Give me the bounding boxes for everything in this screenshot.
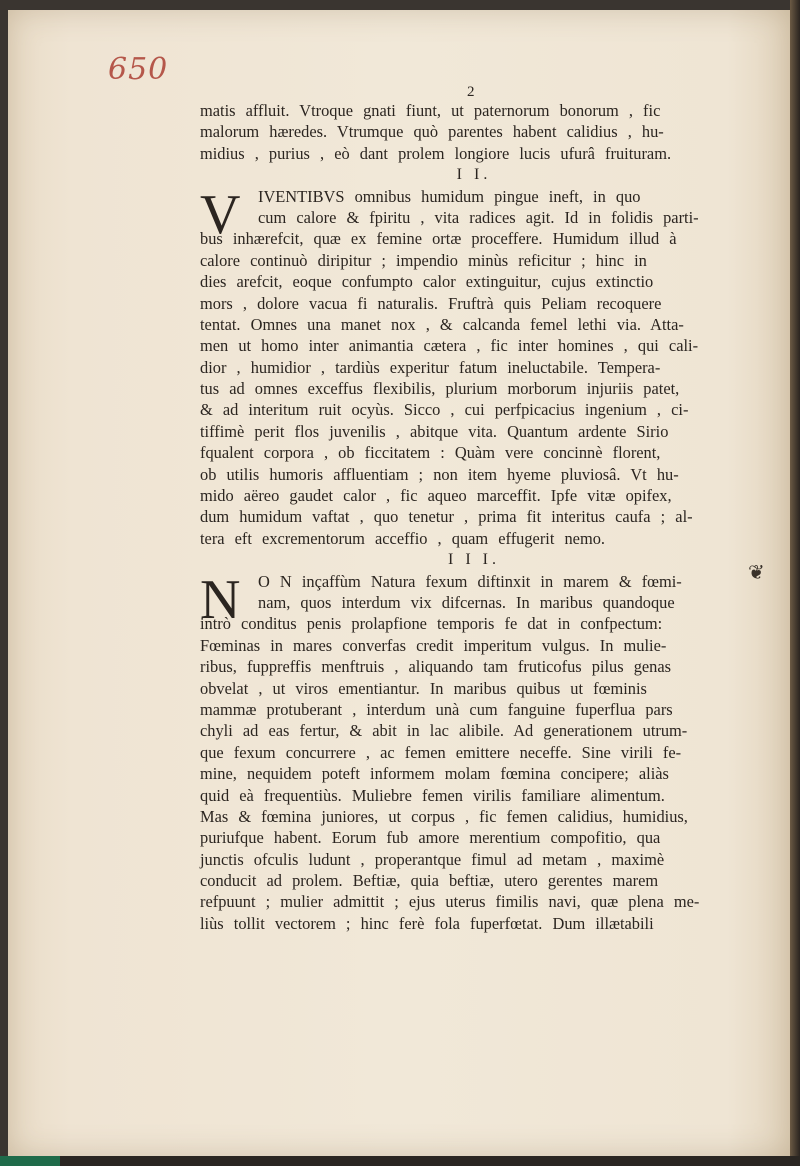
text-line: calore continuò diripitur ; impendio minùs reficitur ; hinc in xyxy=(200,250,647,270)
page-number: 2 xyxy=(467,84,475,100)
text-line: refpuunt ; mulier admittit ; ejus uterus fimilis navi, quæ plena me- xyxy=(200,892,700,912)
text-line: fqualent corpora , ob ficcitatem : Quàm vere concinnè florent, xyxy=(200,443,661,463)
drop-cap: V xyxy=(200,183,241,246)
text-line: junctis ofculis ludunt , properantque fimul ad metam , maximè xyxy=(200,849,665,869)
text-line: & ad interitum ruit ocyùs. Sicco , cui perfpicacius ingenium , ci- xyxy=(200,400,689,420)
text-line: mammæ protuberant , interdum unà cum fanguine fuperflua pars xyxy=(200,699,673,719)
text-line: malorum hæredes. Vtrumque quò parentes habent calidius , hu- xyxy=(200,122,664,142)
text-line: dum humidum vaftat , quo tenetur , prima fit interitus caufa ; al- xyxy=(200,507,693,527)
text-line: bus inhærefcit, quæ ex femine ortæ proceffere. Humidum illud à xyxy=(200,229,677,249)
text-line: Fœminas in mares converfas credit imperitum vulgus. In mulie- xyxy=(200,635,667,655)
text-line: puriufque habent. Eorum fub amore merentium compofitio, qua xyxy=(200,828,661,848)
text-line: cum calore & fpiritu , vita radices agit. Id in folidis parti- xyxy=(258,207,699,227)
text-line: ob utilis humoris affluentiam ; non item hyeme pluviosâ. Vt hu- xyxy=(200,464,679,484)
text-line: dior , humidior , tardiùs experitur fatum ineluctabile. Tempera- xyxy=(200,357,661,377)
text-line: IVENTIBVS omnibus humidum pingue ineft, in quo xyxy=(258,186,641,206)
page-edge xyxy=(790,0,800,1166)
text-line: midius , purius , eò dant prolem longiore lucis ufurâ fruituram. xyxy=(200,143,672,163)
text-line: que fexum concurrere , ac femen emittere neceffe. Sine virili fe- xyxy=(200,742,682,762)
text-line: conducit ad prolem. Beftiæ, quia beftiæ, utero gerentes marem xyxy=(200,871,659,891)
body-text xyxy=(200,100,748,934)
section-heading-3: I I I. xyxy=(448,551,500,569)
text-line: quid eà frequentiùs. Muliebre femen virilis familiare alimentum. xyxy=(200,785,665,805)
text-line: ribus, fuppreffis menftruis , aliquando tam fruticofus pilus genas xyxy=(200,657,672,677)
intro-paragraph xyxy=(200,100,748,164)
section-3 xyxy=(200,568,748,935)
bottom-strip xyxy=(0,1156,800,1166)
text-line: tera eft excrementorum acceffio , quam effugerit nemo. xyxy=(200,528,606,548)
text-line: tentat. Omnes una manet nox , & calcanda femel lethi via. Atta- xyxy=(200,314,684,334)
handwritten-page-note: 650 xyxy=(108,52,169,87)
text-line: mors , dolore vacua fi naturalis. Fruftrà quis Peliam recoquere xyxy=(200,293,662,313)
text-line: chyli ad eas fertur, & abit in lac alibile. Ad generationem utrum- xyxy=(200,721,688,741)
text-line: tiffimè perit flos juvenilis , abitque vita. Quantum ardente Sirio xyxy=(200,421,669,441)
ornament-icon: ❦ xyxy=(748,562,765,584)
text-line: O N inçaffùm Natura fexum diftinxit in marem & fœmi- xyxy=(258,571,682,591)
section-2 xyxy=(200,183,748,550)
text-line: liùs tollit vectorem ; hinc ferè fola fuperfœtat. Dum illætabili xyxy=(200,913,654,933)
text-line: Mas & fœmina juniores, ut corpus , fic femen calidius, humidius, xyxy=(200,806,688,826)
text-line: matis affluit. Vtroque gnati fiunt, ut paternorum bonorum , fic xyxy=(200,101,661,120)
text-line: intrò conditus penis prolapfione temporis fe dat in confpectum: xyxy=(200,614,663,634)
text-line: dies arefcit, eoque confumpto calor extinguitur, cujus extinctio xyxy=(200,272,654,292)
text-line: nam, quos interdum vix difcernas. In maribus quandoque xyxy=(258,592,675,612)
section-heading-2: I I. xyxy=(456,166,492,184)
text-line: men ut homo inter animantia cætera , fic inter homines , qui cali- xyxy=(200,336,699,356)
text-line: mine, nequidem poteft informem molam fœmina concipere; aliàs xyxy=(200,764,669,784)
text-line: obvelat , ut viros ementiantur. In maribus quibus ut fœminis xyxy=(200,678,647,698)
text-line: mido aëreo gaudet calor , fic aqueo marceffit. Ipfe vitæ opifex, xyxy=(200,486,672,506)
text-line: tus ad omnes exceffus flexibilis, plurium morborum injuriis patet, xyxy=(200,379,680,399)
drop-cap: N xyxy=(200,568,241,631)
